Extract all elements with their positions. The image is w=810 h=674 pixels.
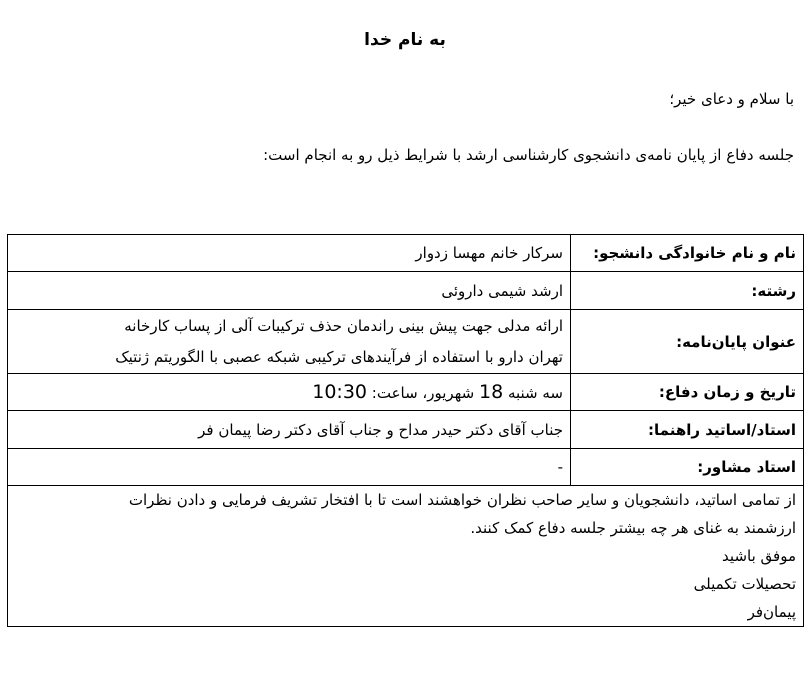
thesis-value (8, 310, 571, 374)
intro-text: جلسه دفاع از پایان نامه‌ی دانشجوی کارشناسی ارشد با شرایط ذیل رو به انجام است: (263, 146, 794, 164)
defense-date-value (8, 374, 571, 411)
table-row-thesis (8, 310, 804, 374)
field-label: رشته: (571, 272, 804, 310)
table-row-advisor (8, 449, 804, 486)
field-value: ارشد شیمی داروئی (8, 272, 571, 310)
closing-line-3: موفق باشید (722, 547, 796, 565)
closing-line-4: تحصیلات تکمیلی (693, 575, 796, 593)
advisor-value: - (8, 449, 571, 486)
advisor-label: استاد مشاور: (571, 449, 804, 486)
table-row-defense-date (8, 374, 804, 411)
table-row-field (8, 272, 804, 310)
defense-date-label: تاریخ و زمان دفاع: (571, 374, 804, 411)
thesis-label: عنوان پایان‌نامه: (571, 310, 804, 374)
greeting-text: با سلام و دعای خیر؛ (669, 90, 794, 108)
defense-date-number: 18 (478, 380, 504, 403)
student-value: سرکار خانم مهسا زدوار (8, 235, 571, 272)
table-row-student (8, 235, 804, 272)
closing-line-5: پیمان‌فر (747, 603, 796, 621)
defense-info-table (7, 234, 804, 627)
closing-cell (8, 486, 804, 627)
supervisors-value: جناب آقای دکتر حیدر مداح و جناب آقای دکتر رضا پیمان فر (8, 411, 571, 449)
supervisors-label: استاد/اساتید راهنما: (571, 411, 804, 449)
thesis-title-line-2: تهران دارو با استفاده از فرآیندهای ترکیبی شبکه عصبی با الگوریتم ژنتیک (115, 347, 563, 366)
student-label: نام و نام خانوادگی دانشجو: (571, 235, 804, 272)
closing-line-2: ارزشمند به غنای هر چه بیشتر جلسه دفاع کمک کنند. (470, 519, 796, 537)
closing-line-1: از تمامی اساتید، دانشجویان و سایر صاحب نظران خواهشند است تا با افتخار تشریف فرمایی و دادن نظرات (128, 491, 796, 509)
defense-month: شهریور، ساعت: (371, 383, 475, 402)
thesis-title-line-1: ارائه مدلی جهت پیش بینی راندمان حذف ترکیبات آلی از پساب کارخانه (124, 316, 563, 335)
table-row-supervisors (8, 411, 804, 449)
table-row-closing (8, 486, 804, 627)
defense-time: 10:30 (312, 380, 367, 403)
document-heading: به نام خدا (364, 30, 446, 50)
defense-day: سه شنبه (507, 383, 563, 402)
